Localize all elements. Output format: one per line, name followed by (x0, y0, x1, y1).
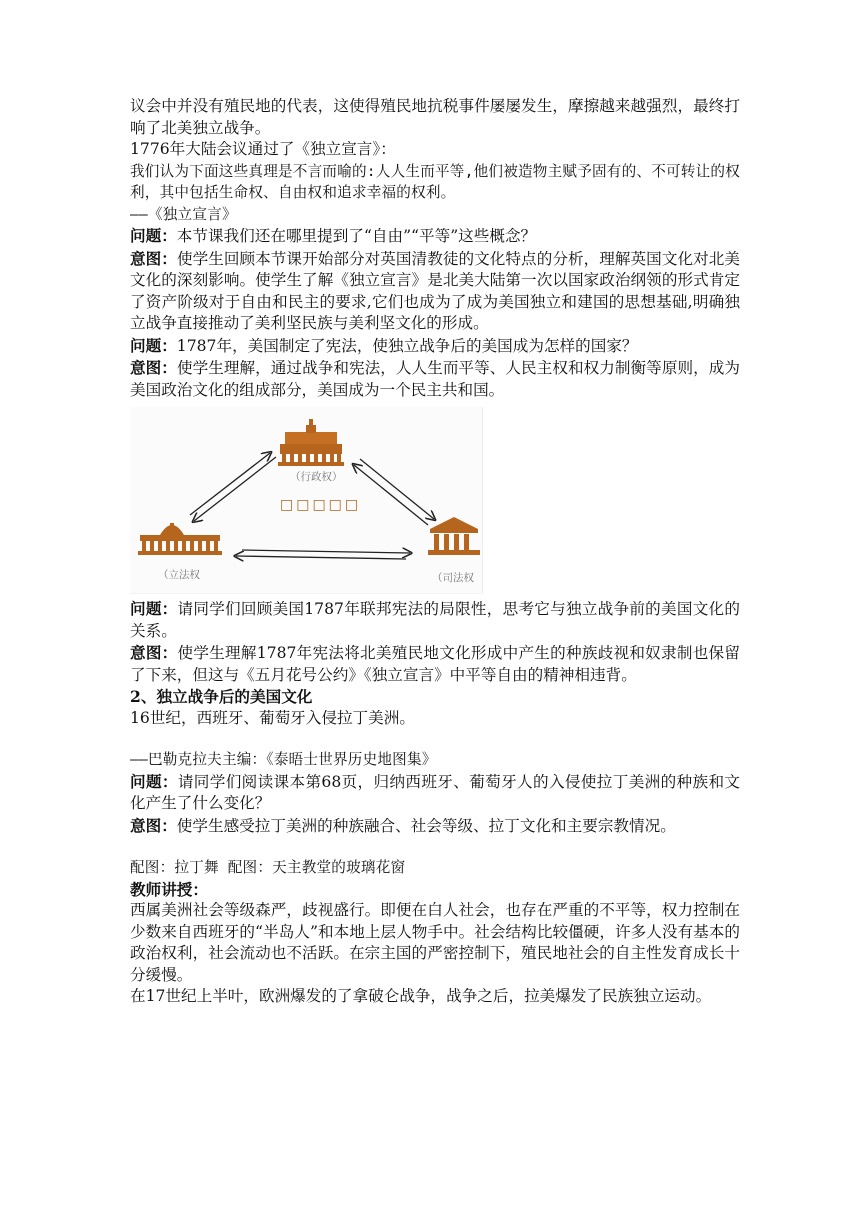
question-label: 问题： (130, 335, 177, 355)
intent-label: 意图： (130, 815, 177, 835)
question-text: 请同学们阅读课本第68页，归纳西班牙、葡萄牙人的入侵使拉丁美洲的种族和文化产生了什么变化？ (130, 772, 740, 812)
question-text: 请同学们回顾美国1787年联邦宪法的局限性，思考它与独立战争前的美国文化的关系。 (130, 600, 740, 640)
legislative-label: （立法权 (158, 569, 200, 581)
intent-label: 意图： (130, 358, 177, 377)
intent-text: 使学生理解1787年宪法将北美殖民地文化形成中产生的种族歧视和奴隶制也保留了下来，但这与《五月花号公约》《独立宣言》中平等自由的精神相违背。 (130, 644, 740, 684)
executive-label: （行政权） (290, 471, 343, 483)
intent (130, 815, 740, 838)
quote-source: ——《独立宣言》 (130, 205, 237, 223)
white-house-icon (278, 419, 344, 466)
section-heading: 2、独立战争后的美国文化 (130, 687, 313, 706)
intent-text: 使学生感受拉丁美洲的种族融合、社会等级、拉丁文化和主要宗教情况。 (176, 816, 676, 835)
teacher-label: 教师讲授： (130, 879, 208, 899)
quote: 我们认为下面这些真理是不言而喻的:人人生而平等,他们被造物主赋予固有的、不可转让的权利，其中包括生命权、自由权和追求幸福的权利。 (130, 162, 740, 201)
paragraph: 在17世纪上半叶，欧洲爆发的了拿破仑战争，战争之后，拉美爆发了民族独立运动。 (130, 987, 712, 1005)
diagram-center-text: □□□□□ (280, 497, 362, 513)
document-page (130, 96, 740, 1008)
judicial-label: （司法权 (432, 572, 474, 584)
paragraph: 西属美洲社会等级森严，歧视盛行。即便在白人社会，也存在严重的不平等，权力控制在少数来自西班牙的“半岛人”和本地上层人物手中。社会结构比较僵硬，许多人没有基本的政治权利，社会流动也不活跃。在宗主国的严密控制下，殖民地社会的自主性发育成长十分缓慢。 (130, 901, 740, 984)
intent-text: 使学生回顾本节课开始部分对英国清教徒的文化特点的分析，理解英国文化对北美文化的深刻影响。使学生了解《独立宣言》是北美大陆第一次以国家政治纲领的形式肯定了资产阶级对于自由和民主的要求,它们也成为了成为美国独立和建国的思想基础,明确独立战争直接推动了美利坚民族与美利坚文化的形成。 (130, 249, 740, 332)
question (130, 598, 740, 642)
intent-text: 使学生理解，通过战争和宪法，人人生而平等、人民主权和权力制衡等原则，成为美国政治文化的组成部分，美国成为一个民主共和国。 (130, 359, 740, 399)
court-icon (428, 517, 480, 555)
paragraph: 1776年大陆会议通过了《独立宣言》： (130, 140, 396, 158)
paragraph: 议会中并没有殖民地的代表，这使得殖民地抗税事件屡屡发生，摩擦越来越强烈，最终打响了北美独立战争。 (130, 97, 740, 137)
paragraph: 16世纪，西班牙、葡萄牙入侵拉丁美洲。 (130, 708, 415, 727)
question-text: 1787年，美国制定了宪法，使独立战争后的美国成为怎样的国家？ (176, 336, 638, 355)
separation-of-powers-diagram (130, 407, 483, 594)
question-label: 问题： (130, 226, 177, 245)
quote-source: ——巴勒克拉夫主编：《泰晤士世界历史地图集》 (130, 751, 437, 768)
question (130, 225, 740, 248)
image-caption: 配图：拉丁舞 配图：天主教堂的玻璃花窗 (130, 859, 406, 876)
spacer (130, 729, 740, 749)
intent (130, 642, 740, 686)
intent (130, 357, 740, 401)
capitol-icon (138, 523, 222, 555)
intent (130, 248, 740, 335)
question (130, 771, 740, 815)
spacer (130, 837, 740, 857)
question (130, 335, 740, 358)
question-label: 问题： (130, 599, 178, 618)
question-label: 问题： (130, 771, 178, 791)
question-text: 本节课我们还在哪里提到了“自由”“平等”这些概念？ (176, 227, 537, 245)
intent-label: 意图： (130, 248, 177, 268)
intent-label: 意图： (130, 643, 178, 662)
